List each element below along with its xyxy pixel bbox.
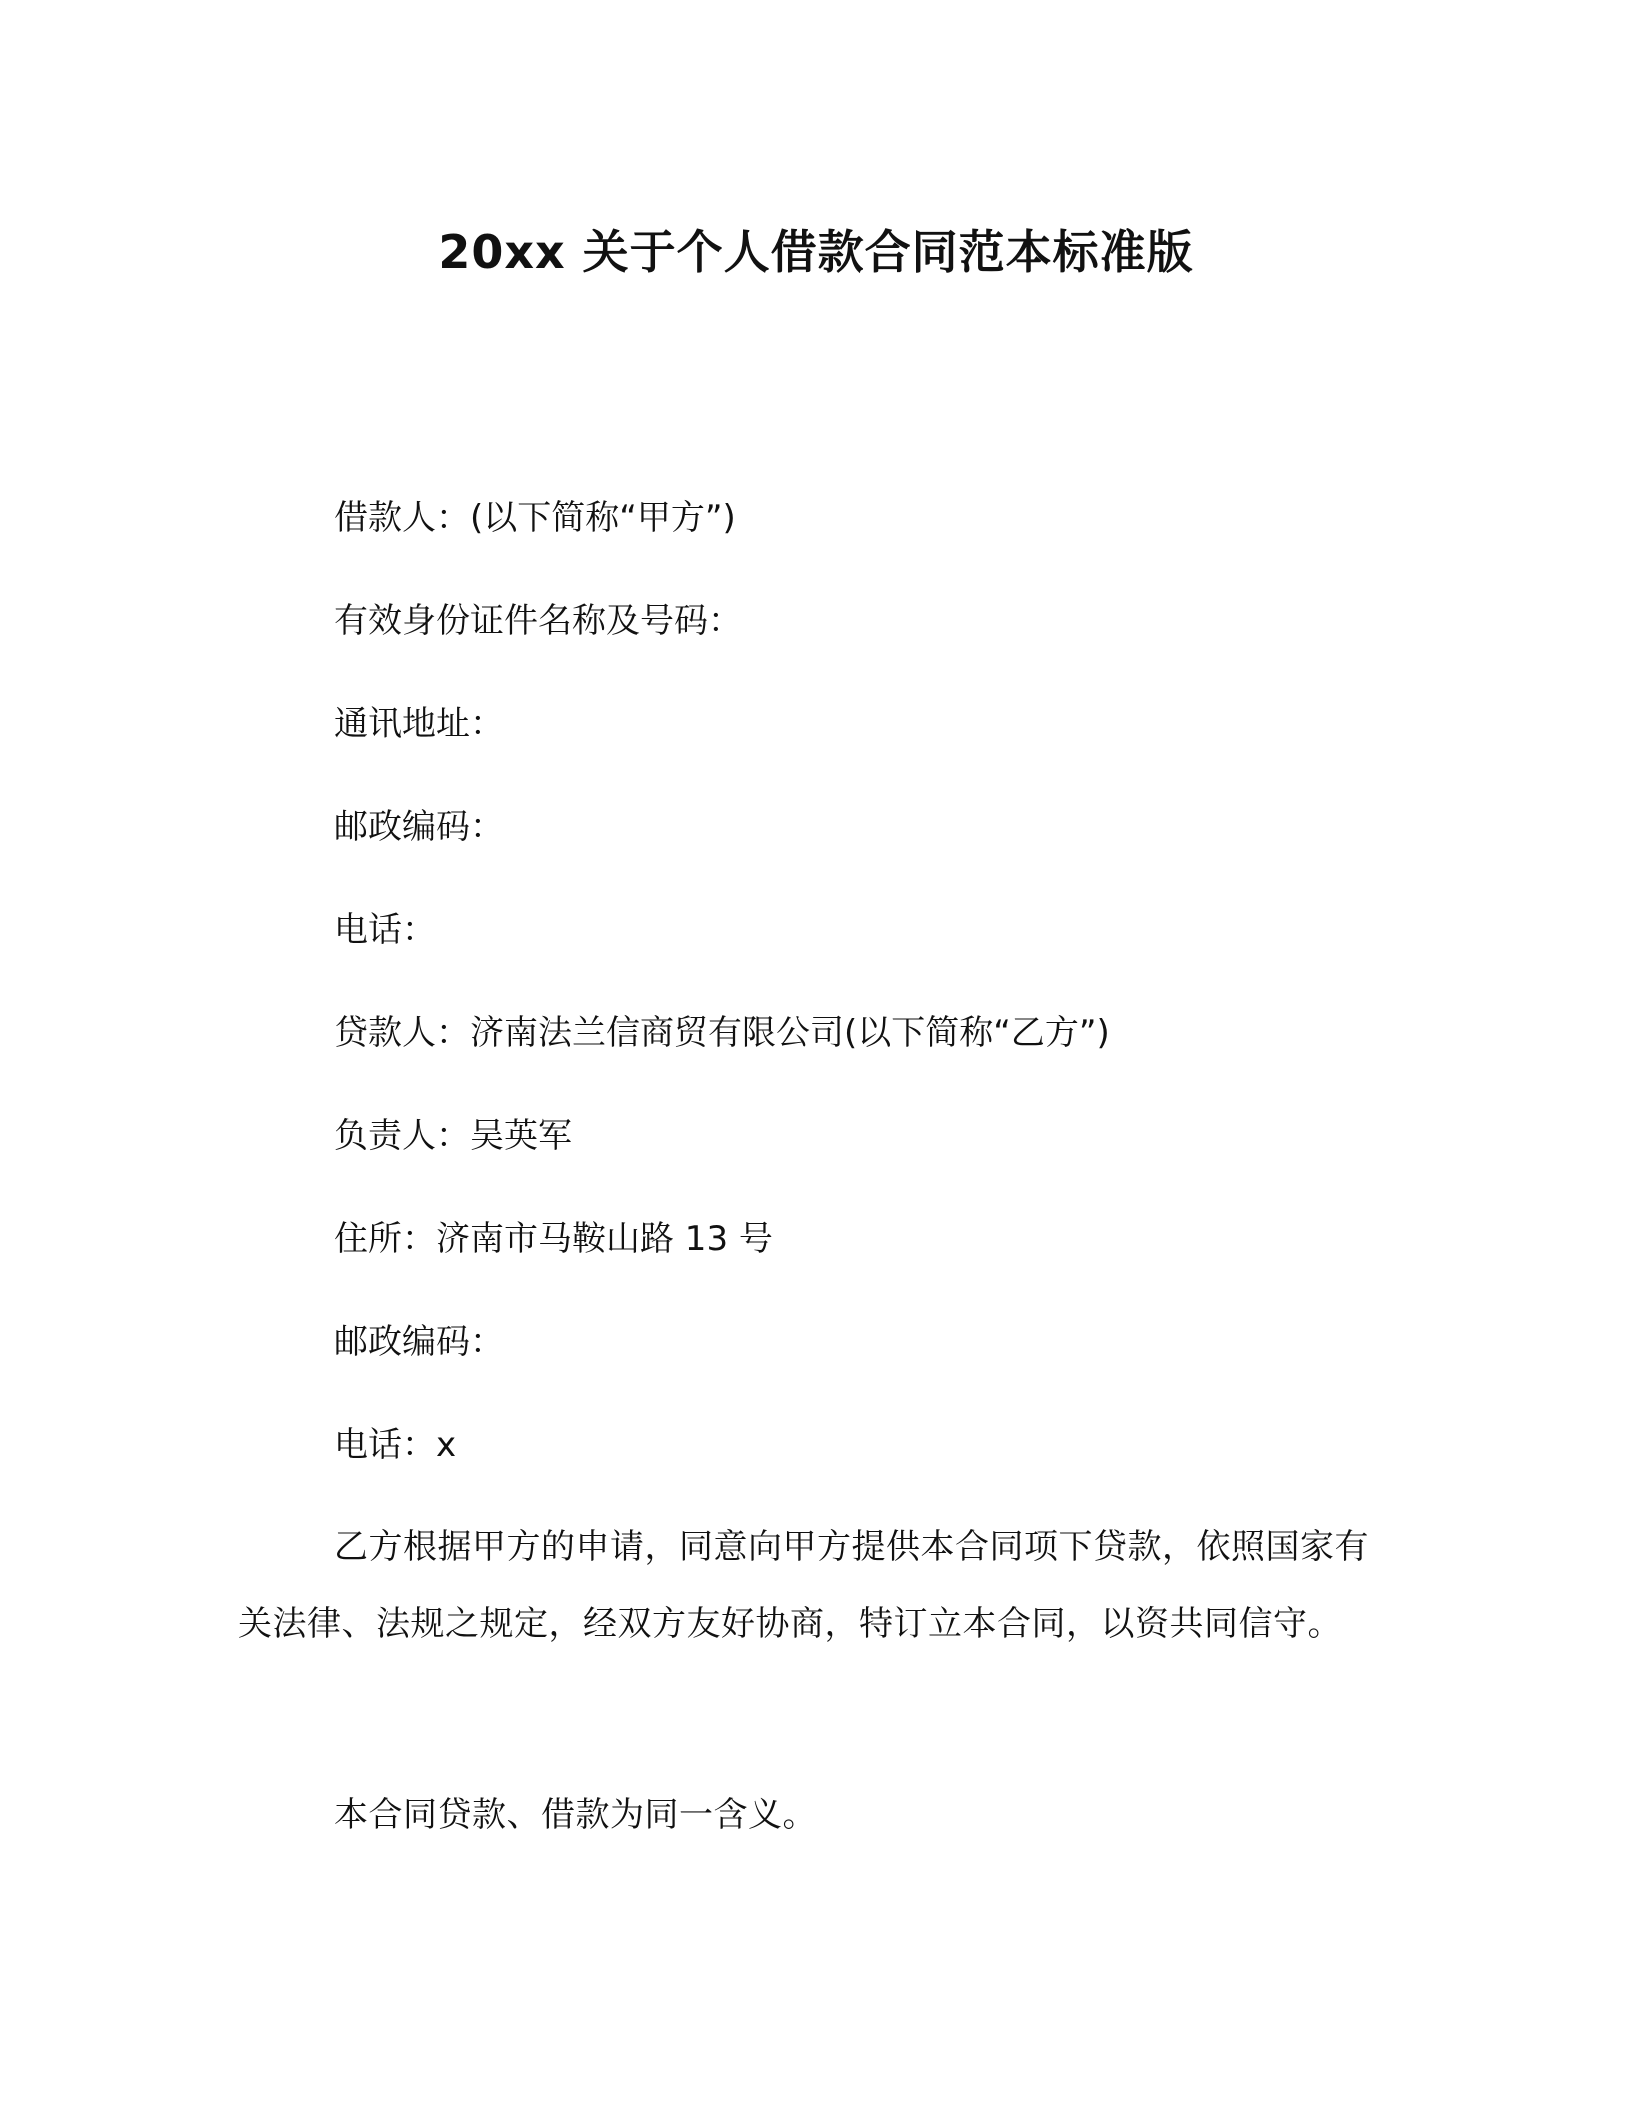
lender-postal-code-field: 邮政编码： (334, 1322, 504, 1362)
definition-paragraph: 本合同贷款、借款为同一含义。 (334, 1795, 817, 1835)
borrower-field: 借款人：(以下简称“甲方”) (334, 498, 736, 538)
residence-field: 住所：济南市马鞍山路 13 号 (334, 1219, 773, 1259)
person-in-charge-field: 负责人：吴英军 (334, 1116, 572, 1156)
lender-phone-field: 电话：x (334, 1425, 457, 1465)
postal-code-field: 邮政编码： (334, 807, 504, 847)
address-field: 通讯地址： (334, 704, 504, 744)
document-title: 20xx 关于个人借款合同范本标准版 (438, 225, 1194, 279)
lender-field: 贷款人：济南法兰信商贸有限公司(以下简称“乙方”) (334, 1013, 1110, 1053)
id-document-field: 有效身份证件名称及号码： (334, 601, 742, 641)
phone-field: 电话： (334, 910, 436, 950)
agreement-paragraph: 乙方根据甲方的申请，同意向甲方提供本合同项下贷款，依照国家有关法律、法规之规定，经双方友好协商，特订立本合同，以资共同信守。 (238, 1527, 1369, 1644)
